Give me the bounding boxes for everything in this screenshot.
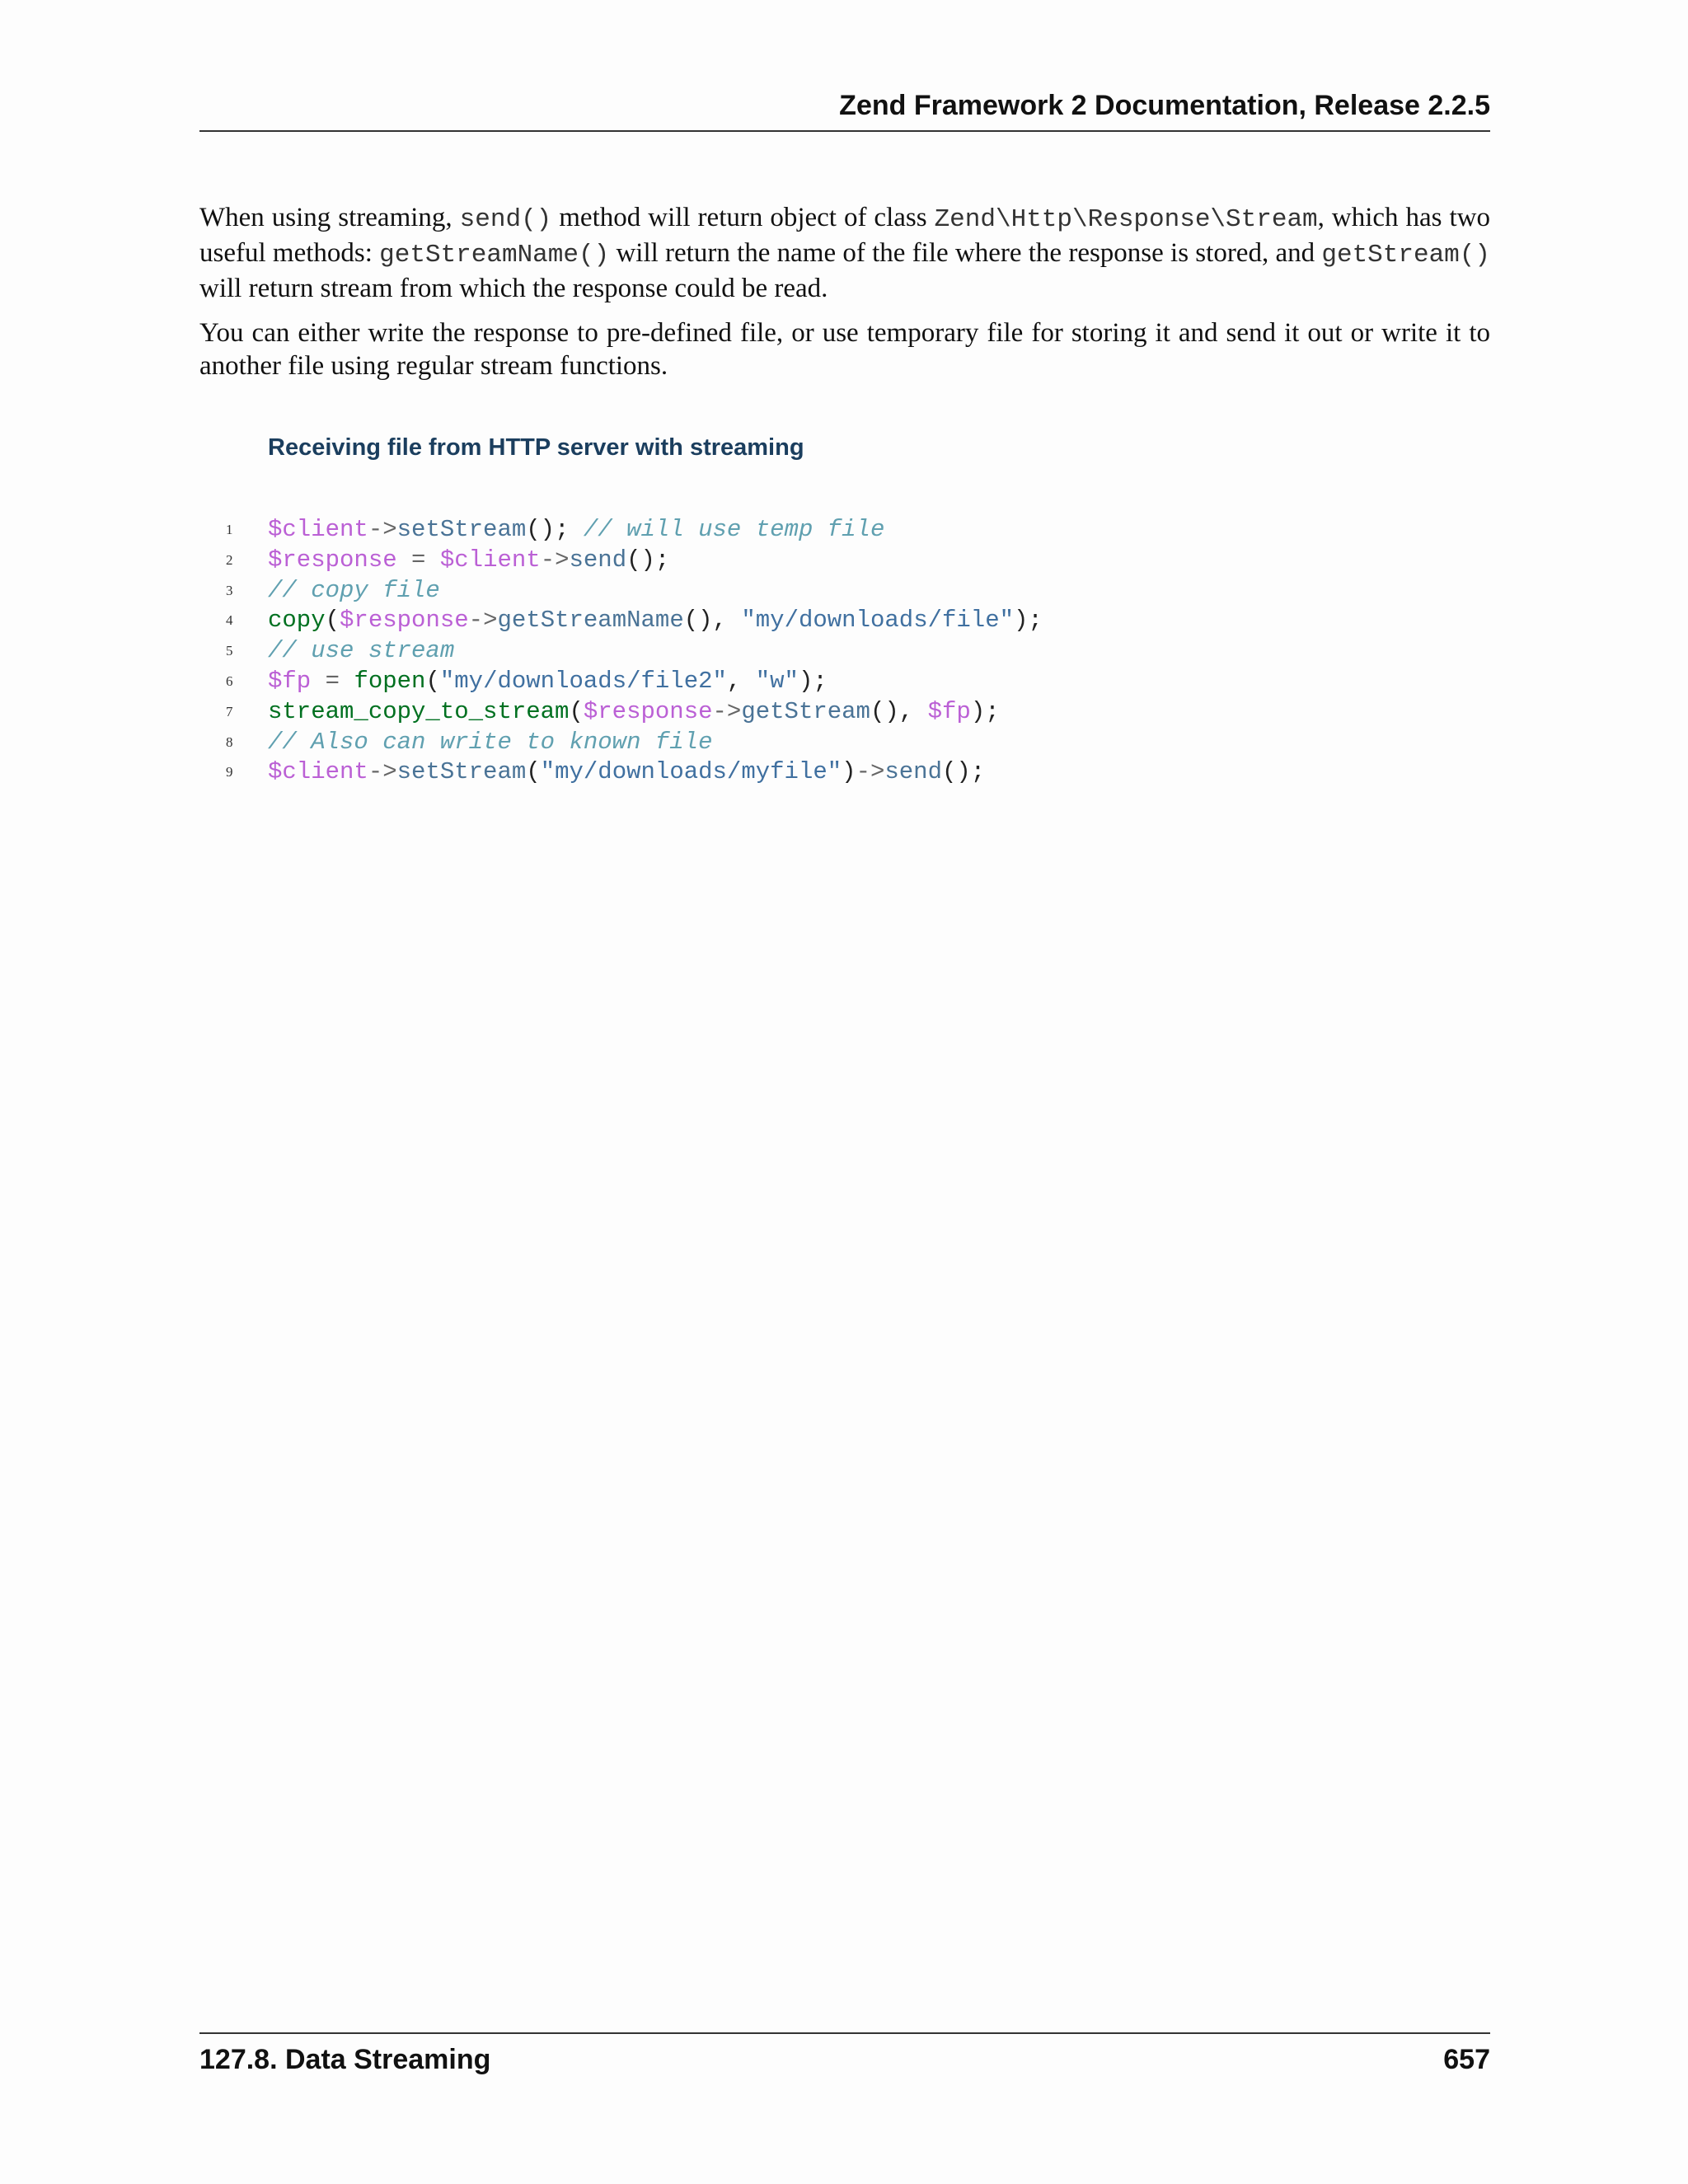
code-token: send: [884, 758, 942, 786]
code-content: [268, 667, 828, 697]
code-token: (),: [683, 607, 742, 635]
code-token: setStream: [396, 758, 527, 786]
paragraph-streaming-methods: [199, 201, 1490, 305]
code-token: // copy file: [268, 576, 440, 604]
code-getstream: getStream(): [1321, 241, 1490, 269]
code-token: // will use temp file: [583, 516, 885, 543]
line-number: 8: [226, 733, 233, 750]
code-token: ->: [856, 758, 885, 786]
code-block: [214, 515, 1043, 788]
header-title: Zend Framework 2 Documentation, Release 2.2.5: [839, 90, 1490, 121]
code-token: );: [798, 667, 828, 695]
code-token: ->: [540, 546, 570, 574]
code-token: $client: [439, 546, 541, 574]
code-token: ): [842, 758, 856, 786]
code-token: ();: [626, 546, 670, 574]
code-line: [214, 546, 1043, 576]
code-line: [214, 728, 1043, 758]
code-token: (: [425, 667, 440, 695]
code-token: =: [311, 667, 354, 695]
code-content: [268, 606, 1043, 636]
code-token: getStream: [741, 697, 870, 725]
line-number: 5: [226, 643, 233, 659]
code-token: ->: [368, 516, 397, 543]
code-token: );: [1014, 607, 1043, 635]
code-token: =: [396, 546, 440, 574]
line-number: 6: [226, 673, 233, 689]
code-token: (: [569, 697, 584, 725]
code-token: ();: [526, 516, 584, 543]
code-token: $response: [340, 607, 469, 635]
code-line: [214, 636, 1043, 667]
code-line: [214, 697, 1043, 728]
para1-text-5: will return stream from which the response could be read.: [199, 274, 828, 303]
code-token: // Also can write to known file: [268, 728, 713, 756]
code-token: $response: [268, 546, 397, 574]
para1-text-4: will return the name of the file where the response is stored, and: [609, 238, 1322, 268]
code-token: ,: [726, 667, 756, 695]
code-line: [214, 667, 1043, 697]
running-footer: [199, 2032, 1490, 2083]
line-number: 9: [226, 764, 233, 780]
code-getstreamname: getStreamName(): [379, 241, 610, 269]
code-token: $fp: [927, 697, 971, 725]
code-content: [268, 636, 454, 667]
paragraph-write-response: You can either write the response to pre-defined file, or use temporary file for storing it and send it out or write it to another file using regular stream functions.: [199, 318, 1490, 381]
page-number: 657: [1443, 2044, 1490, 2075]
code-token: "my/downloads/myfile": [540, 758, 842, 786]
code-token: stream_copy_to_stream: [268, 697, 570, 725]
code-token: $response: [583, 697, 713, 725]
code-token: fopen: [354, 667, 426, 695]
code-token: "my/downloads/file2": [439, 667, 727, 695]
code-token: (: [325, 607, 340, 635]
code-token: ();: [942, 758, 986, 786]
para1-text-2: method will return object of class: [551, 203, 935, 232]
code-token: ->: [368, 758, 397, 786]
code-token: $client: [268, 758, 368, 786]
code-content: [268, 515, 884, 546]
line-number: 3: [226, 582, 233, 598]
code-token: setStream: [396, 516, 527, 543]
code-line: [214, 757, 1043, 788]
line-number: 4: [226, 612, 233, 629]
code-content: [268, 546, 669, 576]
code-content: [268, 697, 1000, 728]
code-token: $client: [268, 516, 368, 543]
code-token: // use stream: [268, 637, 455, 665]
line-number: 7: [226, 703, 233, 719]
code-stream-class: Zend\Http\Response\Stream: [934, 205, 1318, 234]
code-token: ->: [712, 697, 742, 725]
code-token: );: [970, 697, 1000, 725]
code-token: getStreamName: [497, 607, 684, 635]
running-header: [199, 91, 1490, 132]
code-line: [214, 515, 1043, 546]
code-line: [214, 576, 1043, 607]
code-token: copy: [268, 607, 326, 635]
code-token: send: [569, 546, 627, 574]
code-token: "w": [755, 667, 799, 695]
code-token: ->: [468, 607, 498, 635]
code-line: [214, 606, 1043, 636]
code-content: [268, 757, 985, 788]
example-caption: Receiving file from HTTP server with streaming: [268, 434, 804, 461]
para1-text-1: When using streaming,: [199, 203, 460, 232]
code-token: $fp: [268, 667, 312, 695]
code-content: [268, 728, 713, 758]
code-token: "my/downloads/file": [741, 607, 1015, 635]
line-number: 2: [226, 551, 233, 568]
line-number: 1: [226, 522, 233, 537]
code-token: (),: [870, 697, 928, 725]
para1-text-3: , which has two useful methods:: [199, 203, 1491, 268]
code-send: send(): [459, 205, 552, 234]
code-content: [268, 576, 440, 607]
footer-section-title: 127.8. Data Streaming: [199, 2044, 491, 2075]
code-token: (: [526, 758, 541, 786]
